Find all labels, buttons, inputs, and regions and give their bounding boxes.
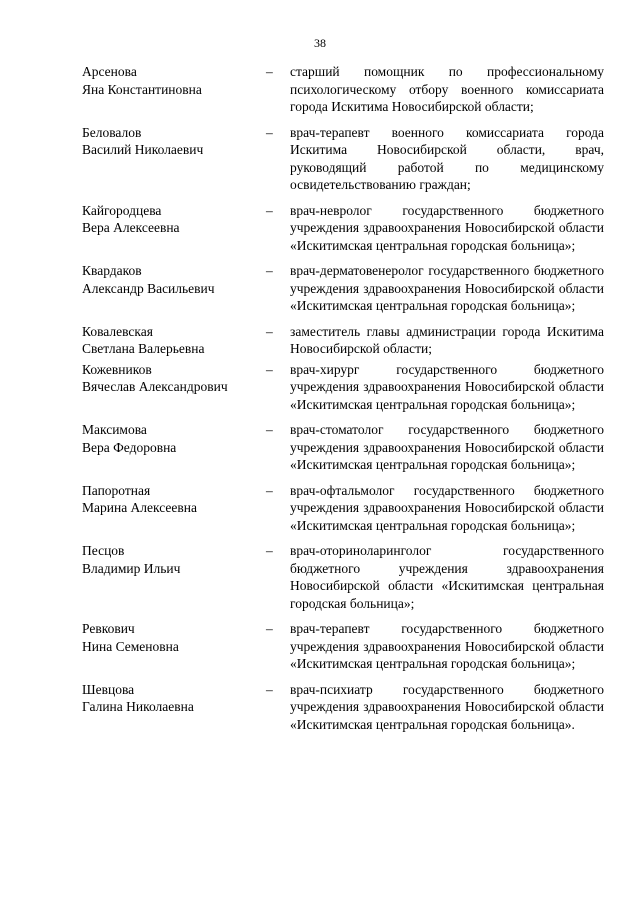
member-surname: Шевцова	[82, 681, 135, 697]
member-given-names: Вера Федоровна	[82, 439, 177, 455]
member-surname: Песцов	[82, 543, 125, 558]
member-entry	[82, 124, 604, 194]
member-position: заместитель главы администрации города Искитима Новосибирской области;	[290, 323, 604, 356]
member-position: врач-стоматолог государственного бюджетного учреждения здравоохранения Новосибирской области «Искитимская центральная городская больница»;	[290, 422, 604, 472]
dash-separator: –	[266, 422, 273, 437]
member-name	[82, 620, 264, 655]
member-entry	[82, 620, 604, 673]
member-entry	[82, 323, 604, 358]
dash-separator: –	[266, 361, 273, 377]
member-entry	[82, 63, 604, 116]
member-position: врач-невролог государственного бюджетного учреждения здравоохранения Новосибирской области «Искитимская центральная городская больница»;	[290, 202, 604, 253]
member-given-names: Светлана Валерьевна	[82, 341, 205, 356]
dash-separator: –	[266, 263, 273, 278]
member-entry	[82, 681, 604, 734]
member-position: врач-психиатр государственного бюджетного учреждения здравоохранения Новосибирской области «Искитимская центральная городская больница».	[290, 681, 604, 732]
member-entry	[82, 262, 604, 315]
member-name	[82, 361, 264, 396]
member-surname: Ревкович	[82, 621, 135, 636]
member-position: врач-офтальмолог государственного бюджетного учреждения здравоохранения Новосибирской области «Искитимская центральная городская больница»;	[290, 482, 604, 533]
dash-separator: –	[266, 543, 273, 558]
member-name	[82, 124, 264, 159]
member-given-names: Вячеслав Александрович	[82, 379, 228, 394]
member-surname: Кожевников	[82, 361, 152, 377]
member-position: врач-дерматовенеролог государственного бюджетного учреждения здравоохранения Новосибирской области «Искитимская центральная городская больница»;	[290, 263, 604, 313]
member-name	[82, 482, 264, 517]
member-given-names: Вера Алексеевна	[82, 220, 180, 235]
dash-separator: –	[266, 202, 273, 218]
member-surname: Кайгородцева	[82, 202, 162, 218]
member-entry	[82, 361, 604, 414]
member-position: врач-терапевт государственного бюджетного учреждения здравоохранения Новосибирской области «Искитимская центральная городская больница»;	[290, 621, 604, 671]
member-given-names: Владимир Ильич	[82, 560, 181, 576]
member-given-names: Александр Васильевич	[82, 280, 215, 296]
member-position: врач-хирург государственного бюджетного учреждения здравоохранения Новосибирской области «Искитимская центральная городская больница»;	[290, 361, 604, 412]
member-entry	[82, 421, 604, 474]
member-position: врач-терапевт военного комиссариата города Искитима Новосибирской области, врач, руководящий работой по медицинскому освидетельствованию граждан;	[290, 124, 604, 192]
member-name	[82, 421, 264, 456]
dash-separator: –	[266, 482, 273, 498]
member-given-names: Василий Николаевич	[82, 142, 204, 157]
member-name	[82, 63, 264, 98]
member-name	[82, 681, 264, 716]
member-surname: Максимова	[82, 422, 147, 437]
member-given-names: Нина Семеновна	[82, 638, 179, 654]
member-name	[82, 202, 264, 237]
member-surname: Ковалевская	[82, 323, 153, 339]
member-surname: Квардаков	[82, 263, 142, 278]
member-entry	[82, 202, 604, 255]
member-position: старший помощник по профессиональному психологическому отбору военного комиссариата города Искитима Новосибирской области;	[290, 64, 604, 114]
dash-separator: –	[266, 621, 273, 636]
member-name	[82, 542, 264, 577]
member-name	[82, 262, 264, 297]
member-surname: Беловалов	[82, 124, 142, 140]
dash-separator: –	[266, 323, 273, 339]
dash-separator: –	[266, 64, 273, 79]
member-entry	[82, 482, 604, 535]
member-given-names: Марина Алексеевна	[82, 500, 197, 515]
member-surname: Папоротная	[82, 482, 151, 498]
member-position: врач-оториноларинголог государственного бюджетного учреждения здравоохранения Новосибирской области «Искитимская центральная городская больница»;	[290, 543, 604, 611]
member-given-names: Яна Константиновна	[82, 81, 202, 97]
commission-member-list	[82, 63, 604, 741]
member-name	[82, 323, 264, 358]
member-surname: Арсенова	[82, 64, 137, 79]
member-given-names: Галина Николаевна	[82, 699, 194, 714]
member-entry	[82, 542, 604, 612]
dash-separator: –	[266, 681, 273, 697]
page-number: 38	[314, 36, 326, 50]
dash-separator: –	[266, 124, 273, 140]
